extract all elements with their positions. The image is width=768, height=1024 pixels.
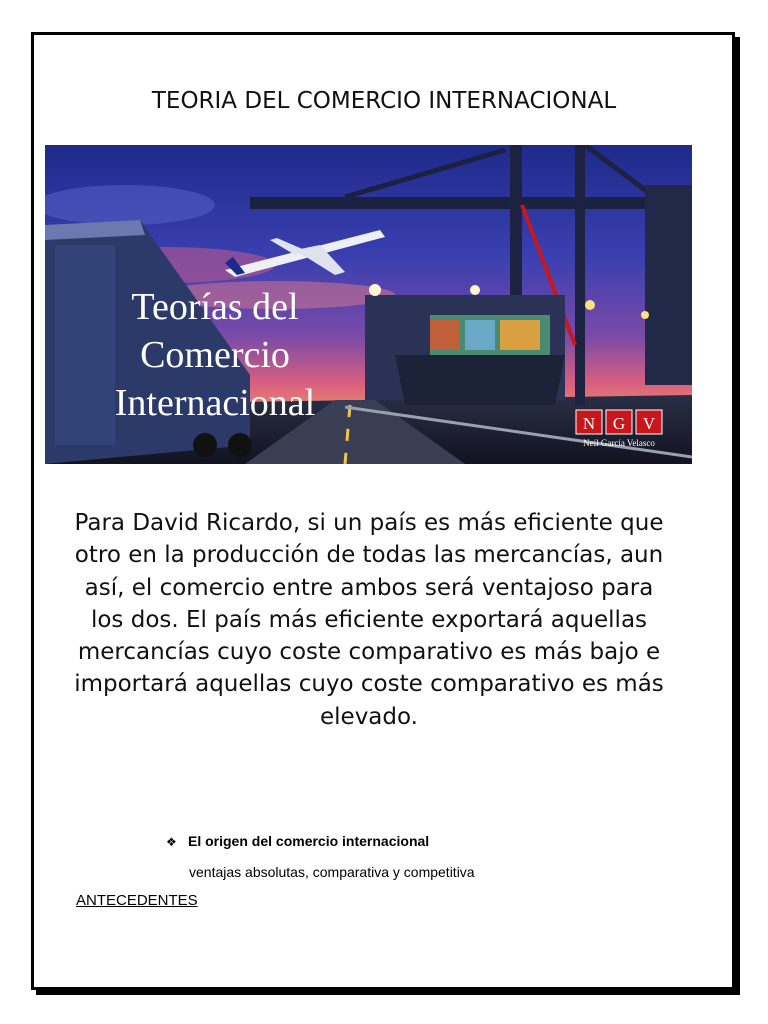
banner-heading-line3: Internacional [114,382,316,424]
logo-letter-v: V [642,414,656,433]
banner-heading-line2: Comercio [140,334,290,376]
ngv-logo [576,410,662,448]
document-title: TEORIA DEL COMERCIO INTERNACIONAL [151,88,617,114]
bullet-item [166,833,429,849]
banner-image [45,145,692,464]
bullet-subtext: ventajas absolutas, comparativa y competitiva [189,864,475,880]
logo-letter-g: G [612,414,626,433]
bullet-text: El origen del comercio internacional [188,833,430,849]
logo-letter-n: N [582,414,596,433]
banner-heading-line1: Teorías del [131,286,299,328]
main-paragraph: Para David Ricardo, si un país es más eficiente que otro en la producción de todas las mercancías, aun así, el comercio entre ambos será ventajoso para los dos. El país más eficiente exportará aquellas mercancías cuyo coste comparativo es más bajo e importará aquellas cuyo coste comparativo es más elevado. [74,510,664,730]
logo-caption: Neil García Velasco [583,438,655,448]
antecedentes-link[interactable]: ANTECEDENTES [76,892,198,909]
diamond-bullet-icon: ❖ [166,835,177,849]
